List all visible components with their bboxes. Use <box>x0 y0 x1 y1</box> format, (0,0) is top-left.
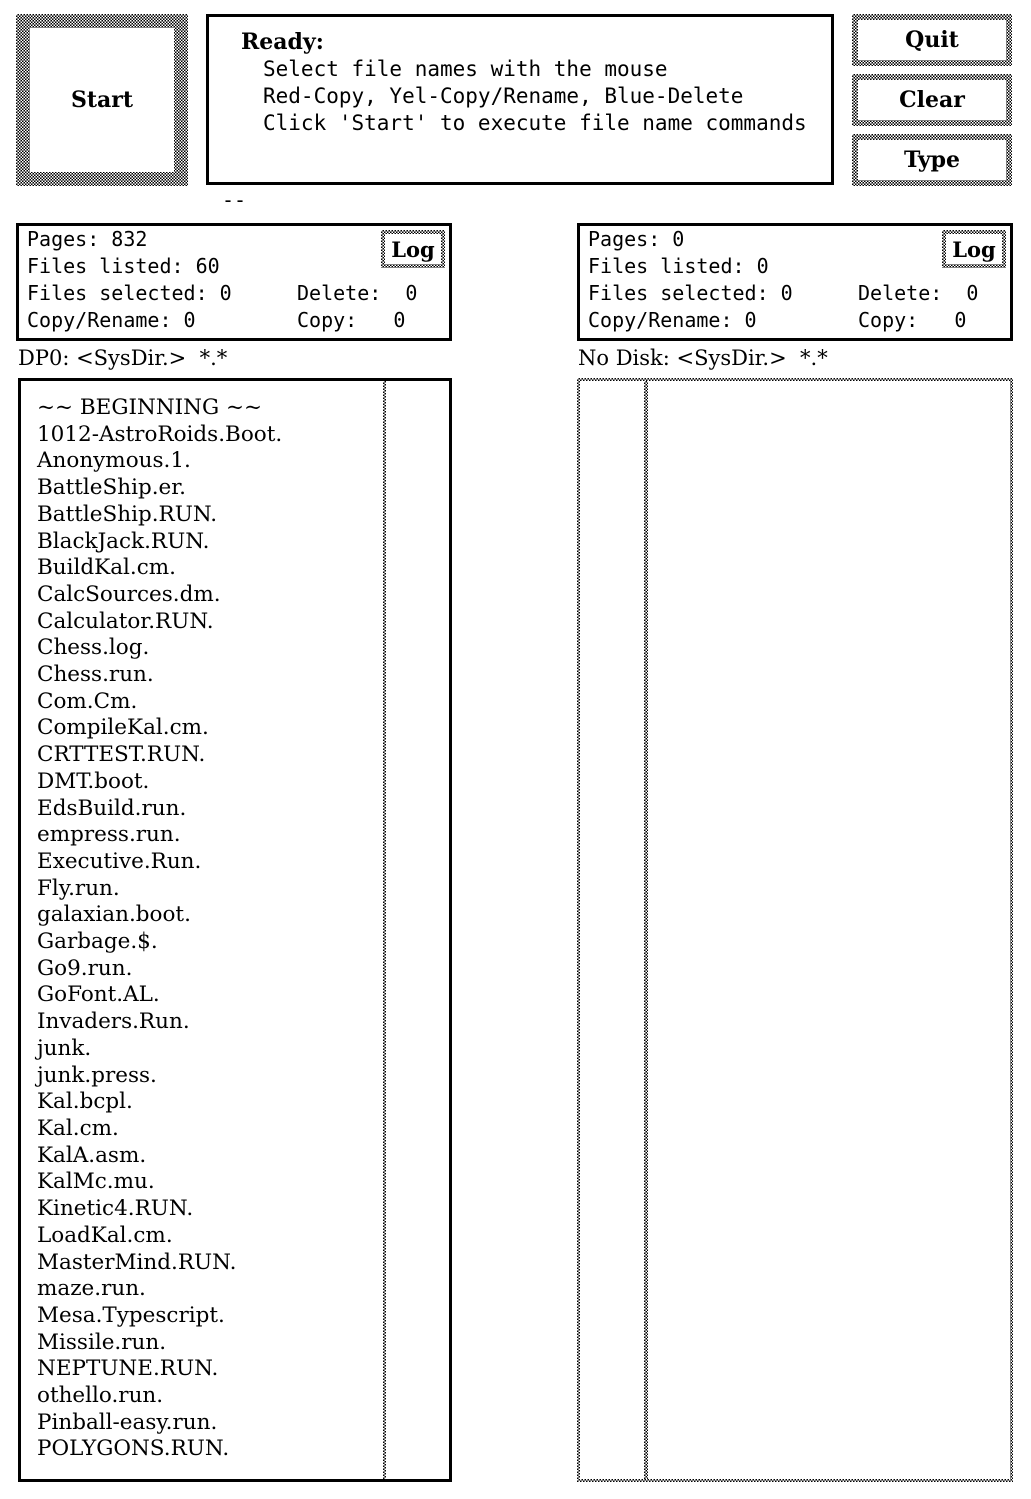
file-list-item[interactable]: CompileKal.cm. <box>37 715 209 741</box>
file-list-item[interactable]: Go9.run. <box>37 955 133 981</box>
file-list-item[interactable]: EdsBuild.run. <box>37 795 187 821</box>
copy-count: Copy: 0 <box>297 308 406 332</box>
file-list-item[interactable]: Pinball-easy.run. <box>37 1409 218 1435</box>
file-list-item[interactable]: BuildKal.cm. <box>37 555 177 581</box>
delete-count: Delete: 0 <box>858 281 979 305</box>
file-list-item[interactable]: MasterMind.RUN. <box>37 1249 237 1275</box>
file-list-item[interactable]: Mesa.Typescript. <box>37 1302 225 1328</box>
file-list-item[interactable]: Invaders.Run. <box>37 1009 190 1035</box>
file-list-item[interactable]: BlackJack.RUN. <box>37 528 210 554</box>
log-button-label: Log <box>391 236 435 262</box>
copy-rename-count: Copy/Rename: 0 <box>588 308 757 332</box>
file-list-item[interactable]: NEPTUNE.RUN. <box>37 1356 219 1382</box>
file-list-item[interactable]: KalA.asm. <box>37 1142 147 1168</box>
file-list-item[interactable]: LoadKal.cm. <box>37 1222 173 1248</box>
quit-button-label: Quit <box>905 27 959 53</box>
pages-count: Pages: 0 <box>588 227 685 251</box>
files-listed-count: Files listed: 60 <box>27 254 220 278</box>
files-selected-count: Files selected: 0 <box>27 281 232 305</box>
list-beginning-marker: ~~ BEGINNING ~~ <box>37 395 262 420</box>
file-list-item[interactable]: Kal.bcpl. <box>37 1089 133 1115</box>
right-directory-label: No Disk: <SysDir.> *.* <box>578 346 828 370</box>
copy-rename-count: Copy/Rename: 0 <box>27 308 196 332</box>
quit-button[interactable] <box>852 14 1012 66</box>
file-list-item[interactable]: Anonymous.1. <box>37 448 191 474</box>
cursor-dash: -- <box>222 188 247 212</box>
log-button-label: Log <box>952 236 996 262</box>
left-log-button[interactable] <box>381 230 445 268</box>
file-list-item[interactable]: GoFont.AL. <box>37 982 160 1008</box>
file-list-item[interactable]: Com.Cm. <box>37 688 138 714</box>
file-list-item[interactable]: Calculator.RUN. <box>37 608 214 634</box>
left-file-list[interactable] <box>18 378 452 1482</box>
start-button-face[interactable] <box>30 28 174 172</box>
start-button-label: Start <box>70 87 134 113</box>
right-file-list[interactable] <box>577 378 1013 1482</box>
file-list-item[interactable]: DMT.boot. <box>37 768 150 794</box>
file-list-item[interactable]: Chess.run. <box>37 662 154 688</box>
file-list-item[interactable]: Executive.Run. <box>37 848 202 874</box>
scrollbar-divider[interactable] <box>383 381 386 1479</box>
type-button-label: Type <box>903 147 961 173</box>
file-list-item[interactable]: Missile.run. <box>37 1329 167 1355</box>
file-list-item[interactable]: empress.run. <box>37 822 181 848</box>
file-list-item[interactable]: CRTTEST.RUN. <box>37 742 206 768</box>
file-list-item[interactable]: 1012-AstroRoids.Boot. <box>37 421 283 447</box>
pages-count: Pages: 832 <box>27 227 148 251</box>
file-list-item[interactable]: Kinetic4.RUN. <box>37 1196 194 1222</box>
instruction-line: Red-Copy, Yel-Copy/Rename, Blue-Delete <box>263 84 744 108</box>
left-stats-panel <box>16 223 452 341</box>
file-list-item[interactable]: Fly.run. <box>37 875 120 901</box>
clear-button[interactable] <box>852 74 1012 126</box>
files-selected-count: Files selected: 0 <box>588 281 793 305</box>
type-button[interactable] <box>852 134 1012 186</box>
scrollbar-divider[interactable] <box>644 381 648 1479</box>
file-list-item[interactable]: POLYGONS.RUN. <box>37 1436 230 1462</box>
file-list-item[interactable]: BattleShip.RUN. <box>37 501 218 527</box>
file-list-item[interactable]: othello.run. <box>37 1383 164 1409</box>
file-list-item[interactable]: galaxian.boot. <box>37 902 191 928</box>
clear-button-label: Clear <box>899 87 965 113</box>
right-log-button[interactable] <box>942 230 1006 268</box>
files-listed-count: Files listed: 0 <box>588 254 769 278</box>
file-list-item[interactable]: BattleShip.er. <box>37 475 187 501</box>
file-list-item[interactable]: KalMc.mu. <box>37 1169 155 1195</box>
file-list-item[interactable]: Chess.log. <box>37 635 150 661</box>
file-list-item[interactable]: Kal.cm. <box>37 1115 119 1141</box>
file-list-item[interactable]: maze.run. <box>37 1276 146 1302</box>
instruction-line: Select file names with the mouse <box>263 57 668 81</box>
instruction-line: Click 'Start' to execute file name commands <box>263 111 807 135</box>
file-list-item[interactable]: Garbage.$. <box>37 929 158 955</box>
file-list-item[interactable]: junk. <box>37 1035 92 1061</box>
status-message-box <box>206 14 834 185</box>
left-directory-label: DP0: <SysDir.> *.* <box>18 346 228 370</box>
file-list-item[interactable]: junk.press. <box>37 1062 157 1088</box>
file-list-item[interactable]: CalcSources.dm. <box>37 581 221 607</box>
delete-count: Delete: 0 <box>297 281 418 305</box>
copy-count: Copy: 0 <box>858 308 967 332</box>
right-stats-panel <box>577 223 1013 341</box>
start-button[interactable] <box>16 14 188 186</box>
status-title: Ready: <box>241 29 324 55</box>
